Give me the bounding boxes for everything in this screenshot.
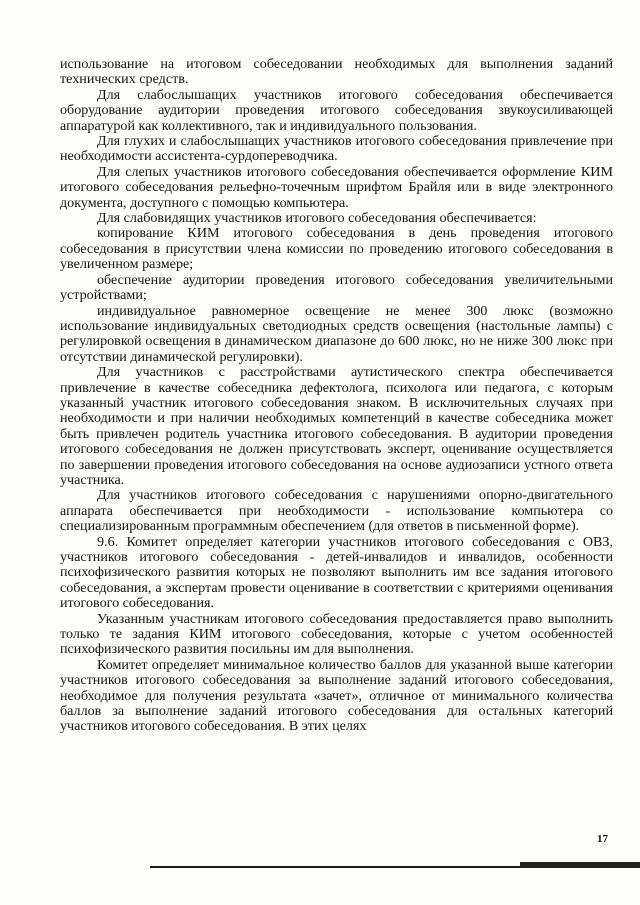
paragraph: использование на итоговом собеседовании необходимых для выполнения заданий технических средств. [60,56,613,88]
scan-edge-shadow [520,862,640,868]
paragraph: Для участников итогового собеседования с нарушениями опорно-двигательного аппарата обеспечивается при необходимости - использование компьютера со специализированным программным обеспечением (для ответов в письменной форме). [60,487,613,535]
paragraph: обеспечение аудитории проведения итогового собеседования увеличительными устройствами; [60,271,613,304]
paragraph: копирование КИМ итогового собеседования в день проведения итогового собеседования в присутствии члена комиссии по проведению итогового собеседования в увеличенном размере; [60,225,613,273]
paragraph: 9.6. Комитет определяет категории участников итогового собеседования с ОВЗ, участников итогового собеседования - детей-инвалидов и инвалидов, особенности психофизического развития которых не позволяют выполнить им все задания итогового собеседования, а экспертам провести оценивание в соответствии с критериями оценивания итогового собеседования. [60,533,613,612]
paragraph: Указанным участникам итогового собеседования предоставляется право выполнить только те задания КИМ итогового собеседования, которые с учетом особенностей психофизического развития посильны им для выполнения. [60,610,613,658]
paragraph: Для участников с расстройствами аутистического спектра обеспечивается привлечение в качестве собеседника дефектолога, психолога или педагога, с которым указанный участник итогового собеседования знаком. В исключительных случаях при необходимости и при наличии необходимых компетенций в качестве собеседника может быть привлечен родитель участника итогового собеседования. В аудитории проведения итогового собеседования не должен присутствовать эксперт, оценивание осуществляется по завершении проведения итогового собеседования на основе аудиозаписи устного ответа участника. [60,364,613,488]
paragraph: Для слабослышащих участников итогового собеседования обеспечивается оборудование аудитории проведения итогового собеседования звукоусиливающей аппаратурой как коллективного, так и индивидуального пользования. [60,86,613,134]
paragraph: Для слабовидящих участников итогового собеседования обеспечивается: [97,210,537,227]
paragraph: индивидуальное равномерное освещение не менее 300 люкс (возможно использование индивидуальных светодиодных средств освещения (настольные лампы) с регулировкой освещения в динамическом диапазоне до 600 люкс, но не ниже 300 люкс при отсутствии динамической регулировки). [60,302,613,365]
paragraph: Комитет определяет минимальное количество баллов для указанной выше категории участников итогового собеседования за выполнение заданий итогового собеседования, необходимое для получения результата «зачет», отличное от минимального количества баллов за выполнение заданий итогового собеседования для остальных категорий участников итогового собеседования. В этих целях [60,656,613,735]
page-number: 17 [597,833,608,845]
paragraph: Для глухих и слабослышащих участников итогового собеседования привлечение при необходимости ассистента-сурдопереводчика. [60,133,613,165]
document-body [60,57,613,735]
paragraph: Для слепых участников итогового собеседования обеспечивается оформление КИМ итогового собеседования рельефно-точечным шрифтом Брайля или в виде электронного документа, доступного с помощью компьютера. [60,163,613,211]
